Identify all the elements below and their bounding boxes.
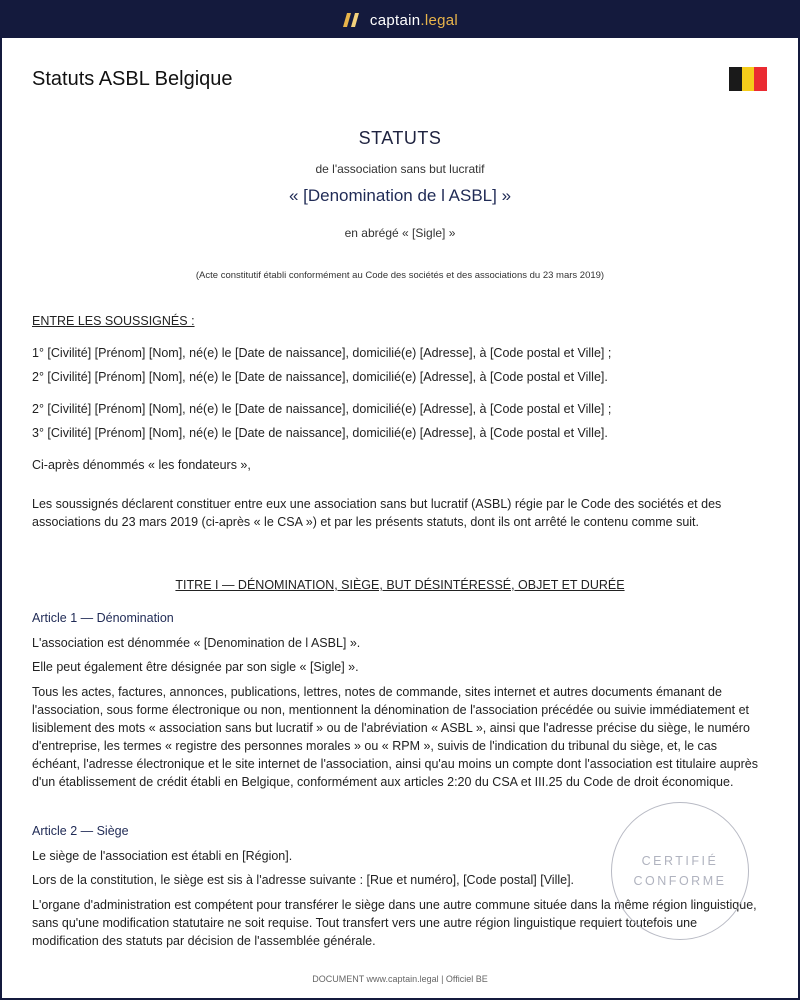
acte-constitutif-note: (Acte constitutif établi conformément au Code des sociétés et des associations du 23 mars 2019) [195, 270, 605, 281]
association-subtitle: de l'association sans but lucratif [315, 162, 485, 176]
party-line: 3° [Civilité] [Prénom] [Nom], né(e) le [Date de naissance], domicilié(e) [Adresse], à [Code postal et Ville]. [32, 426, 608, 440]
brand-name: captain.legal [369, 11, 459, 29]
document-title: Statuts ASBL Belgique [32, 68, 233, 90]
party-line: 1° [Civilité] [Prénom] [Nom], né(e) le [Date de naissance], domicilié(e) [Adresse], à [Code postal et Ville] ; [32, 346, 612, 360]
article-1-p1: L'association est dénommée « [Denomination de l ASBL] ». [32, 636, 361, 650]
founders-line: Ci-après dénommés « les fondateurs », [32, 458, 251, 472]
flag-stripe-yellow [742, 67, 755, 91]
statuts-heading: STATUTS [358, 128, 442, 148]
article-2-p1: Le siège de l'association est établi en [Région]. [32, 849, 293, 863]
article-2-p3: L'organe d'administration est compétent pour transférer le siège dans une autre commune située dans la même région linguistique, sans qu'une modification statutaire ne soit requise. Tout transfert vers une autre région linguistique requiert toutefois une modification des statuts par décision de l'assemblée générale. [32, 898, 757, 948]
stamp-line-1: CERTIFIÉ [641, 854, 719, 868]
party-line: 2° [Civilité] [Prénom] [Nom], né(e) le [Date de naissance], domicilié(e) [Adresse], à [Code postal et Ville] ; [32, 402, 612, 416]
flag-stripe-red [754, 67, 767, 91]
article-1-p3: Tous les actes, factures, annonces, publications, lettres, notes de commande, sites internet et autres documents émanant de l'association, sous forme électronique ou non, mentionnent la dénomination de l'association précédée ou suivie immédiatement et lisiblement des mots « association sans but lucratif » ou de l'abréviation « ASBL », ainsi que l'adresse précise du siège, le numéro d'entreprise, les termes « registre des personnes morales » ou « RPM », suivis de l'indication du tribunal du siège, et, le cas échéant, l'adresse électronique et le site internet de l'association, ainsi qu'au moins un compte dont l'association est titulaire auprès d'un établissement de crédit établi en Belgique, conformément aux articles 2:20 du CSA et III.25 du Code de droit économique. [32, 685, 758, 789]
association-denomination: « [Denomination de l ASBL] » [288, 186, 512, 205]
brand-logo[interactable] [342, 12, 458, 29]
stamp-line-2: CONFORME [633, 874, 727, 888]
association-abbrev: en abrégé « [Sigle] » [344, 226, 456, 240]
article-1-heading: Article 1 — Dénomination [32, 611, 174, 625]
certifie-conforme-stamp [611, 802, 749, 940]
article-2-p2: Lors de la constitution, le siège est sis à l'adresse suivante : [Rue et numéro], [Code postal] [Ville]. [32, 873, 575, 887]
belgium-flag-icon [729, 67, 767, 91]
captain-logo-icon [342, 12, 362, 28]
top-bar [2, 2, 798, 38]
parties-heading: ENTRE LES SOUSSIGNÉS : [32, 314, 195, 328]
titre-1-heading: TITRE I — DÉNOMINATION, SIÈGE, BUT DÉSINTÉRESSÉ, OBJET ET DURÉE [175, 578, 625, 592]
flag-stripe-black [729, 67, 742, 91]
footer-note: DOCUMENT www.captain.legal | Officiel BE [312, 974, 488, 984]
article-1-p2: Elle peut également être désignée par son sigle « [Sigle] ». [32, 660, 359, 674]
party-line: 2° [Civilité] [Prénom] [Nom], né(e) le [Date de naissance], domicilié(e) [Adresse], à [Code postal et Ville]. [32, 370, 608, 384]
article-2-heading: Article 2 — Siège [32, 824, 129, 838]
declaration-paragraph: Les soussignés déclarent constituer entre eux une association sans but lucratif (ASBL) régie par le Code des sociétés et des associations du 23 mars 2019 (ci-après « le CSA ») et par les présents statuts, dont ils ont arrêté le contenu comme suit. [32, 497, 722, 529]
